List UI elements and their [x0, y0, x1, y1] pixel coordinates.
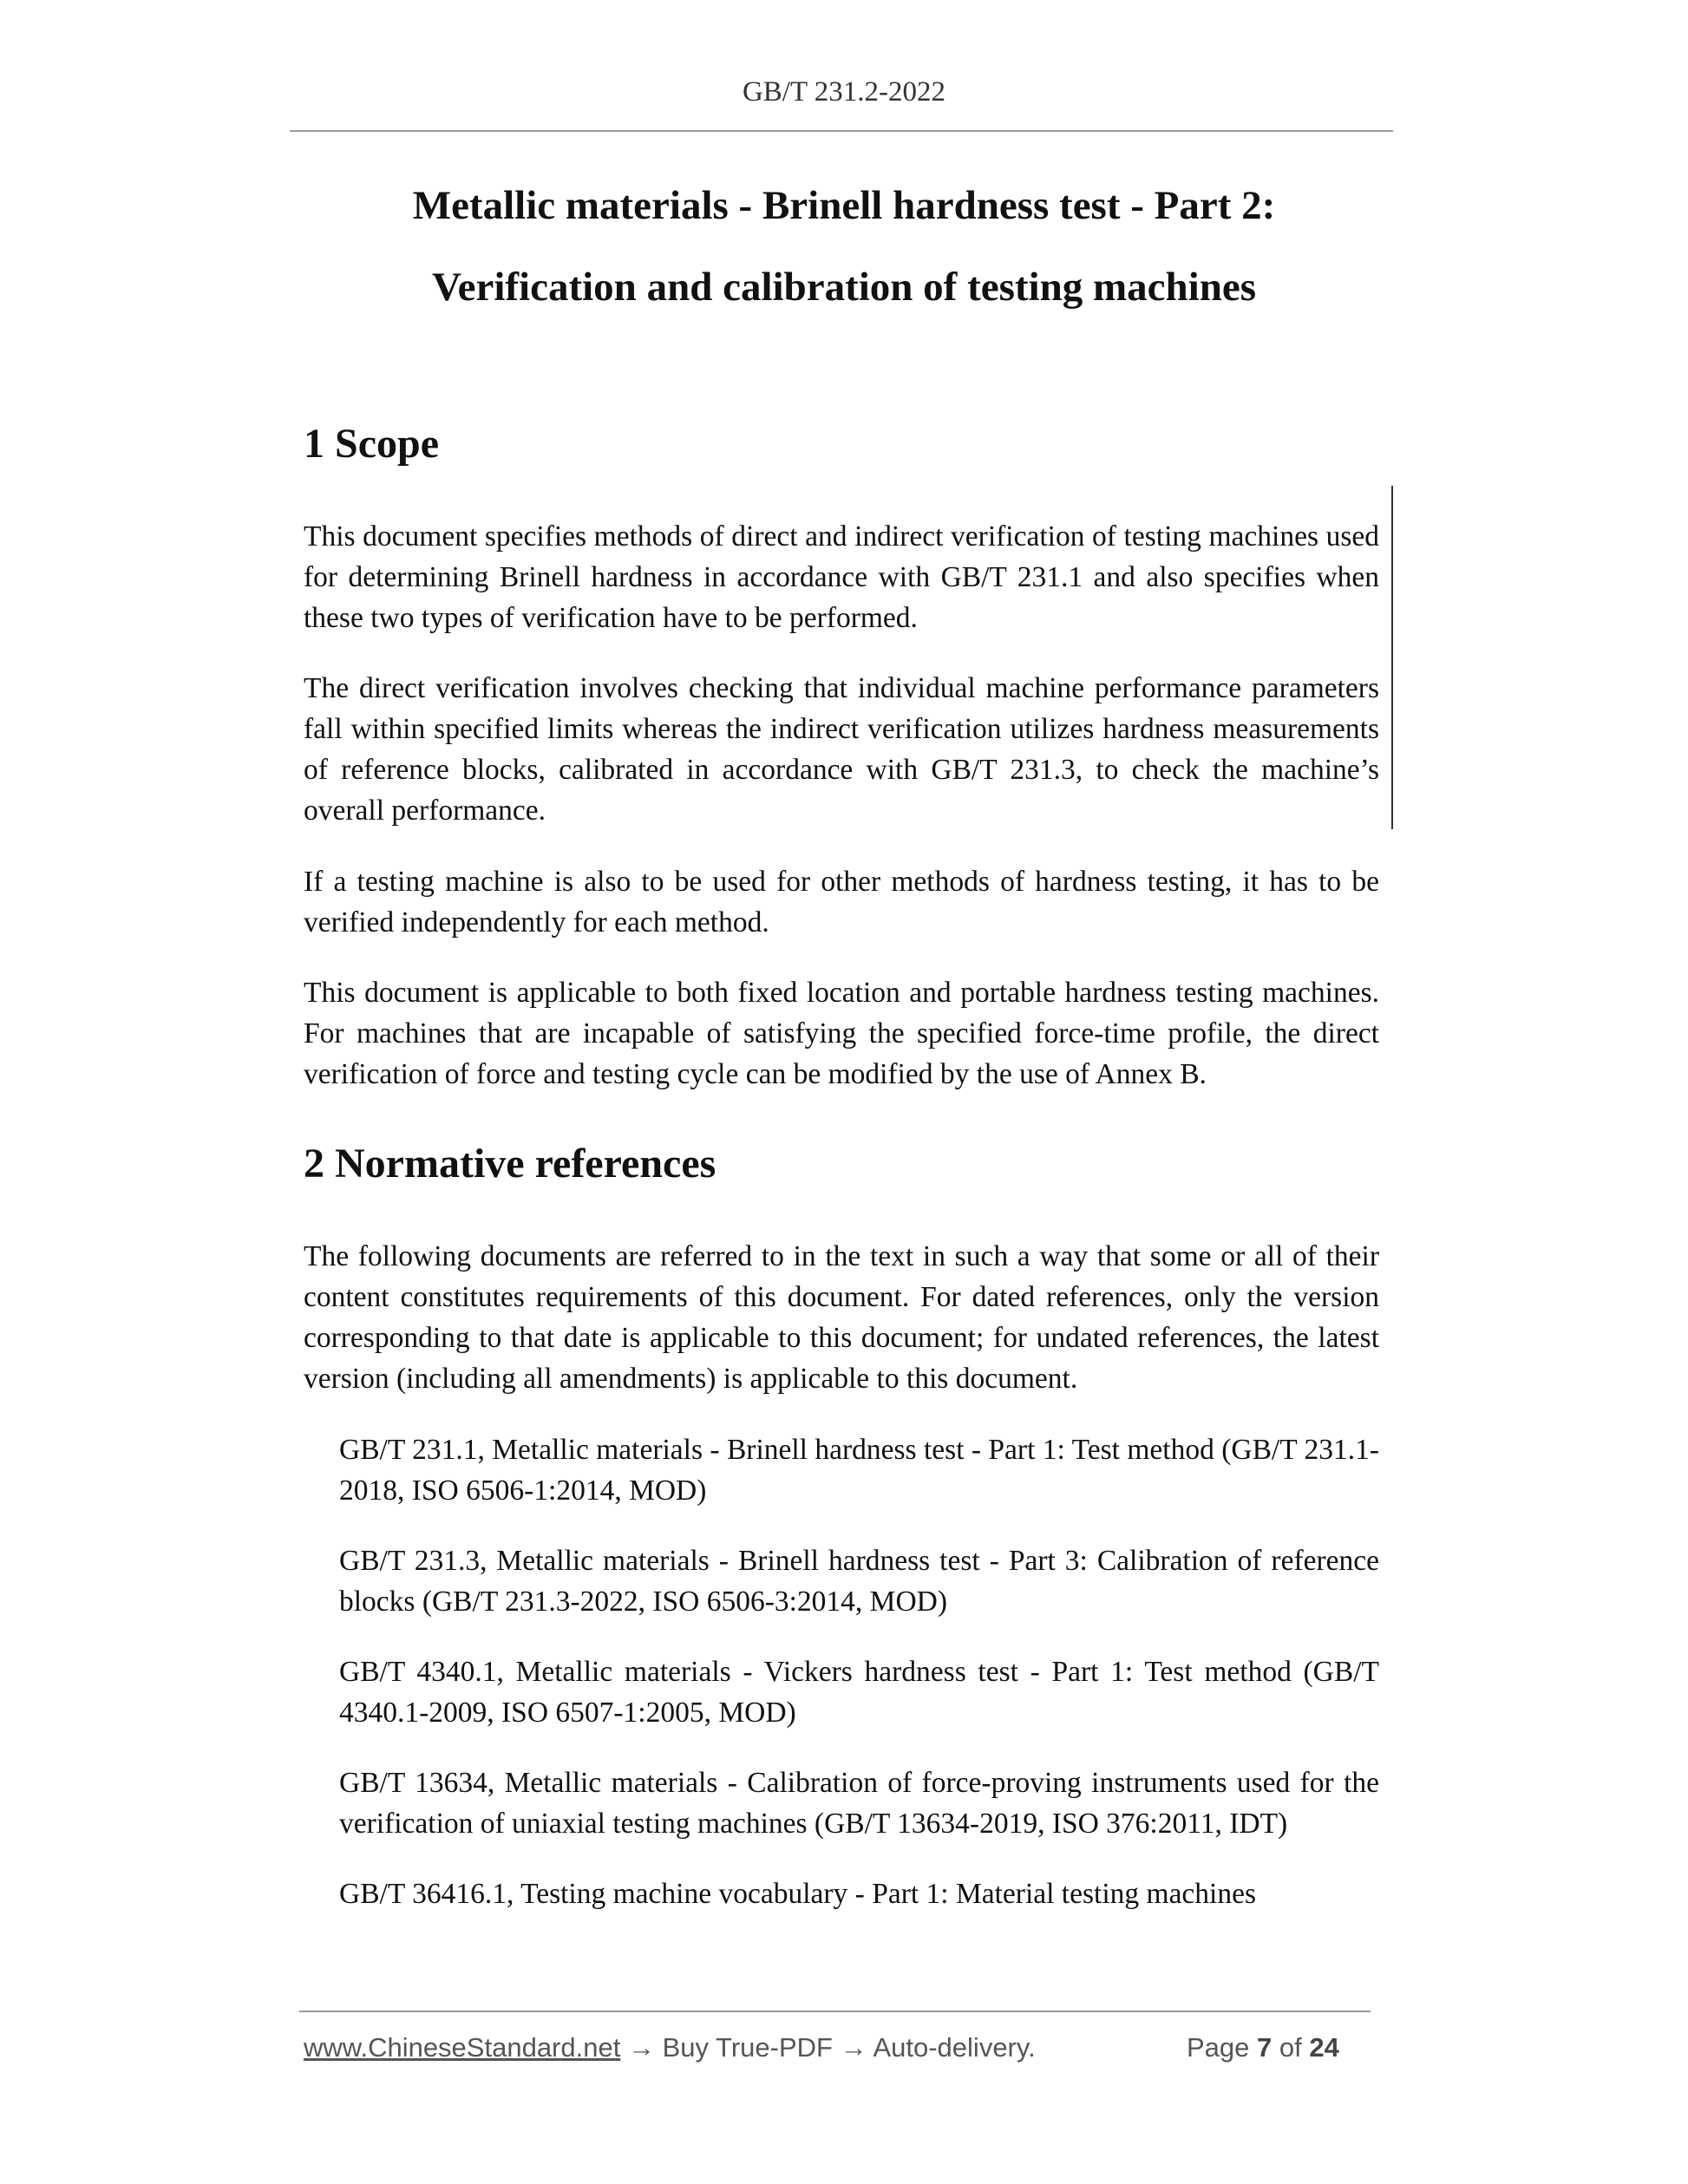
reference-item: GB/T 13634, Metallic materials - Calibration of force-proving instruments used for the verification of uniaxial testing machines (GB/T 13634-2019, ISO 376:2011, IDT) — [339, 1767, 1379, 1840]
document-title-line-1: Metallic materials - Brinell hardness test - Part 2: — [412, 183, 1276, 228]
page-label: Page — [1187, 2032, 1250, 2063]
page-number: 7 — [1257, 2032, 1273, 2063]
scope-paragraph: This document specifies methods of direct and indirect verification of testing machines used for determining Brinell hardness in accordance with GB/T 231.1 and also specifies when these two types of verification have to be performed. — [304, 520, 1379, 634]
reference-item: GB/T 4340.1, Metallic materials - Vickers hardness test - Part 1: Test method (GB/T 4340.1-2009, ISO 6507-1:2005, MOD) — [339, 1656, 1379, 1729]
page-indicator — [1187, 2032, 1339, 2063]
chinesestandard-link[interactable]: www.ChineseStandard.net — [304, 2032, 621, 2063]
footer-promo — [304, 2032, 1036, 2063]
page-total: 24 — [1309, 2032, 1339, 2063]
section-2-heading: 2 Normative references — [304, 1141, 716, 1187]
section-1-heading: 1 Scope — [304, 421, 439, 467]
header-divider — [290, 130, 1393, 132]
scope-paragraph: If a testing machine is also to be used for other methods of hardness testing, it has to be verified independently for each method. — [304, 866, 1379, 938]
reference-item: GB/T 231.3, Metallic materials - Brinell hardness test - Part 3: Calibration of reference blocks (GB/T 231.3-2022, ISO 6506-3:2014, MOD) — [339, 1545, 1379, 1618]
of-label: of — [1279, 2032, 1302, 2063]
scope-paragraph: The direct verification involves checking that individual machine performance parameters fall within specified limits whereas the indirect verification utilizes hardness measurements of reference blocks, calibrated in accordance with GB/T 231.3, to check the machine’s overall performance. — [304, 672, 1379, 827]
footer-tagline: → Buy True-PDF → Auto-delivery. — [627, 2032, 1036, 2063]
document-code-header: GB/T 231.2-2022 — [742, 76, 946, 108]
scope-paragraph: This document is applicable to both fixed location and portable hardness testing machines. For machines that are incapable of satisfying the specified force-time profile, the direct verification of force and testing cycle can be modified by the use of Annex B. — [304, 977, 1379, 1090]
reference-item: GB/T 36416.1, Testing machine vocabulary - Part 1: Material testing machines — [339, 1878, 1257, 1910]
document-title-line-2: Verification and calibration of testing machines — [432, 265, 1256, 310]
footer-divider — [299, 2011, 1371, 2012]
revision-change-bar — [1391, 486, 1393, 829]
reference-item: GB/T 231.1, Metallic materials - Brinell hardness test - Part 1: Test method (GB/T 231.1-2018, ISO 6506-1:2014, MOD) — [339, 1434, 1379, 1507]
normative-references-intro: The following documents are referred to in the text in such a way that some or all of their content constitutes requirements of this document. For dated references, only the version corresponding to that date is applicable to this document; for undated references, the latest version (including all amendments) is applicable to this document. — [304, 1240, 1379, 1395]
